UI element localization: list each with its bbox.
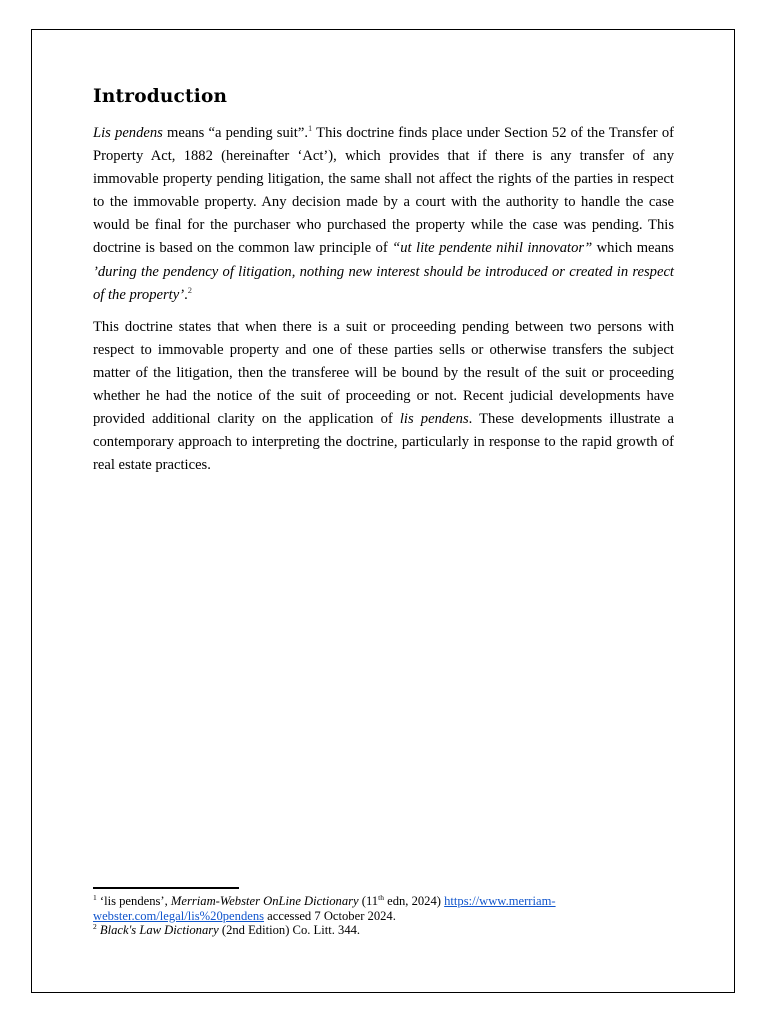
footnote-1 [93,894,675,923]
paragraph-2-text: This doctrine states that when there is a suit or proceeding pending between two persons with respect to immovable property and one of these parties sells or otherwise transfers the subject matter of the litigation, then the transferee will be bound by the result of the suit or proceeding whether he had the notice of the suit of proceeding or not. Recent judicial developments have provided additional clarity on the application of [93,318,674,428]
footnote-text: accessed 7 October 2024. [264,908,396,923]
footnote-url-link[interactable]: https://www.merriam-webster.com/legal/lis%20pendens [93,894,556,923]
footnote-source-title: Merriam-Webster OnLine Dictionary [170,894,359,908]
footnote-source-title: Black's Law Dictionary [99,923,219,937]
paragraph-2-text: . These developments illustrate a contemporary approach to interpreting the doctrine, particularly in response to the rapid growth of real estate practices. [93,411,674,474]
footnote-reference-1[interactable]: 1 [308,123,313,133]
footnote-ordinal: th [378,893,384,902]
term-lis-pendens: Lis pendens [93,125,163,141]
section-heading: Introduction [93,86,228,107]
paragraph-1-text: means “a pending suit”. [162,125,308,141]
footnote-number: 1 [93,893,97,902]
footnote-separator [93,887,239,889]
maxim-meaning: ’during the pendency of litigation, nothing new interest should be introduced or created in respect of the property’ [93,263,674,303]
document-body [93,84,674,486]
latin-maxim: “ut lite pendente nihil innovator” [392,240,593,257]
term-lis-pendens: lis pendens [399,411,469,428]
footnote-number: 2 [93,922,97,931]
paragraph-1-text: . [184,286,188,303]
paragraph-1-text: which means [592,240,674,257]
footnote-text: (2nd Edition) Co. Litt. 344. [218,923,361,937]
footnote-2 [93,923,675,938]
footnote-text: ‘lis pendens’, [96,894,171,908]
footnote-reference-2[interactable]: 2 [187,284,192,295]
footnote-text: edn, 2024) [383,894,445,908]
paragraph-1-text: This doctrine finds place under Section 52 of the Transfer of Property Act, 1882 (hereinafter ‘Act’), which provides that if there is any transfer of any immovable property pending litigation, the same shall not affect the rights of the parties in respect to the immovable property. Any decision made by a court with the authority to handle the case would be final for the purchaser who purchased the property while the case was pending. This doctrine is based on the common law principle of [93,125,674,257]
footnotes-area [93,887,675,938]
paragraph-2 [93,316,674,478]
paragraph-1 [93,122,674,307]
footnote-text: (11 [358,894,379,908]
